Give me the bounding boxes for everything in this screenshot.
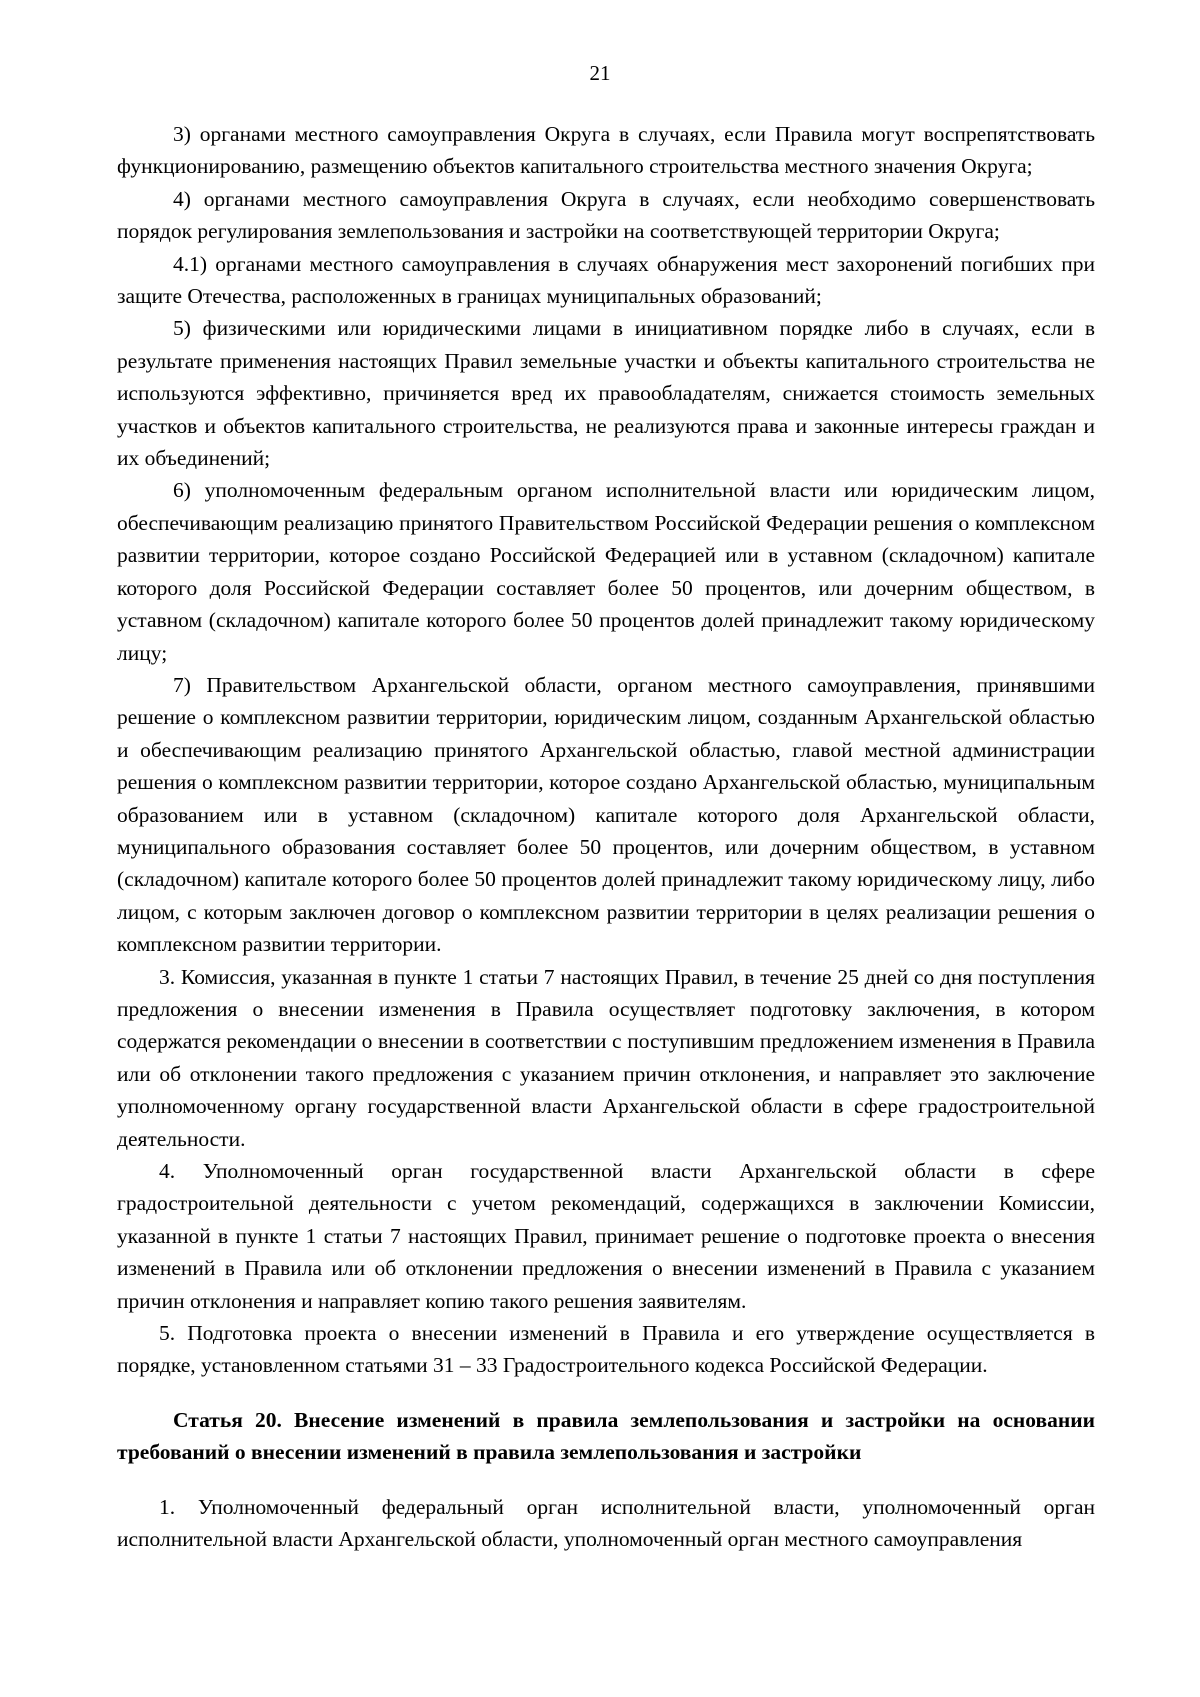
article-20-heading: Статья 20. Внесение изменений в правила землепользования и застройки на основании требований о внесении изменений в правила землепользования и застройки <box>117 1407 1095 1465</box>
paragraph-item-6: 6) уполномоченным федеральным органом исполнительной власти или юридическим лицом, обеспечивающим реализацию принятого Правительством Российской Федерации решения о комплексном развитии территории, которое создано Российской Федерацией или в уставном (складочном) капитале которого доля Российской Федерации составляет более 50 процентов, или дочерним обществом, в уставном (складочном) капитале которого более 50 процентов долей принадлежит такому юридическому лицу; <box>117 478 1095 665</box>
paragraph-clause-3: 3. Комиссия, указанная в пункте 1 статьи 7 настоящих Правил, в течение 25 дней со дня поступления предложения о внесении изменения в Правила осуществляет подготовку заключения, в котором содержатся рекомендации о внесении в соответствии с поступившим предложением изменения в Правила или об отклонении такого предложения с указанием причин отклонения, и направляет это заключение уполномоченному органу государственной власти Архангельской области в сфере градостроительной деятельности. <box>117 964 1095 1151</box>
document-body <box>117 118 1095 1555</box>
paragraph-article-20-clause-1: 1. Уполномоченный федеральный орган исполнительной власти, уполномоченный орган исполнительной власти Архангельской области, уполномоченный орган местного самоуправления <box>117 1494 1095 1552</box>
paragraph-item-7: 7) Правительством Архангельской области, органом местного самоуправления, принявшими решение о комплексном развитии территории, юридическим лицом, созданным Архангельской областью и обеспечивающим реализацию принятого Архангельской областью, главой местной администрации решения о комплексном развитии территории, которое создано Архангельской областью, муниципальным образованием или в уставном (складочном) капитале которого доля Архангельской области, муниципального образования составляет более 50 процентов, или дочерним обществом, в уставном (складочном) капитале которого более 50 процентов долей принадлежит такому юридическому лицу, либо лицом, с которым заключен договор о комплексном развитии территории в целях реализации решения о комплексном развитии территории. <box>117 672 1095 957</box>
page-number: 21 <box>589 61 611 85</box>
paragraph-item-4-1: 4.1) органами местного самоуправления в случаях обнаружения мест захоронений погибших при защите Отечества, расположенных в границах муниципальных образований; <box>117 251 1095 309</box>
paragraph-item-3: 3) органами местного самоуправления Округа в случаях, если Правила могут воспрепятствовать функционированию, размещению объектов капитального строительства местного значения Округа; <box>117 122 1095 179</box>
paragraph-clause-5: 5. Подготовка проекта о внесении изменений в Правила и его утверждение осуществляется в порядке, установленном статьями 31 – 33 Градостроительного кодекса Российской Федерации. <box>117 1321 1095 1378</box>
paragraph-item-5: 5) физическими или юридическими лицами в инициативном порядке либо в случаях, если в результате применения настоящих Правил земельные участки и объекты капитального строительства не используются эффективно, причиняется вред их правообладателям, снижается стоимость земельных участков и объектов капитального строительства, не реализуются права и законные интересы граждан и их объединений; <box>117 316 1095 471</box>
paragraph-clause-4: 4. Уполномоченный орган государственной власти Архангельской области в сфере градостроительной деятельности с учетом рекомендаций, содержащихся в заключении Комиссии, указанной в пункте 1 статьи 7 настоящих Правил, принимает решение о подготовке проекта о внесения изменений в Правила или об отклонении предложения о внесении изменений в Правила с указанием причин отклонения и направляет копию такого решения заявителям. <box>117 1159 1095 1313</box>
paragraph-item-4: 4) органами местного самоуправления Округа в случаях, если необходимо совершенствовать порядок регулирования землепользования и застройки на соответствующей территории Округа; <box>117 186 1095 244</box>
